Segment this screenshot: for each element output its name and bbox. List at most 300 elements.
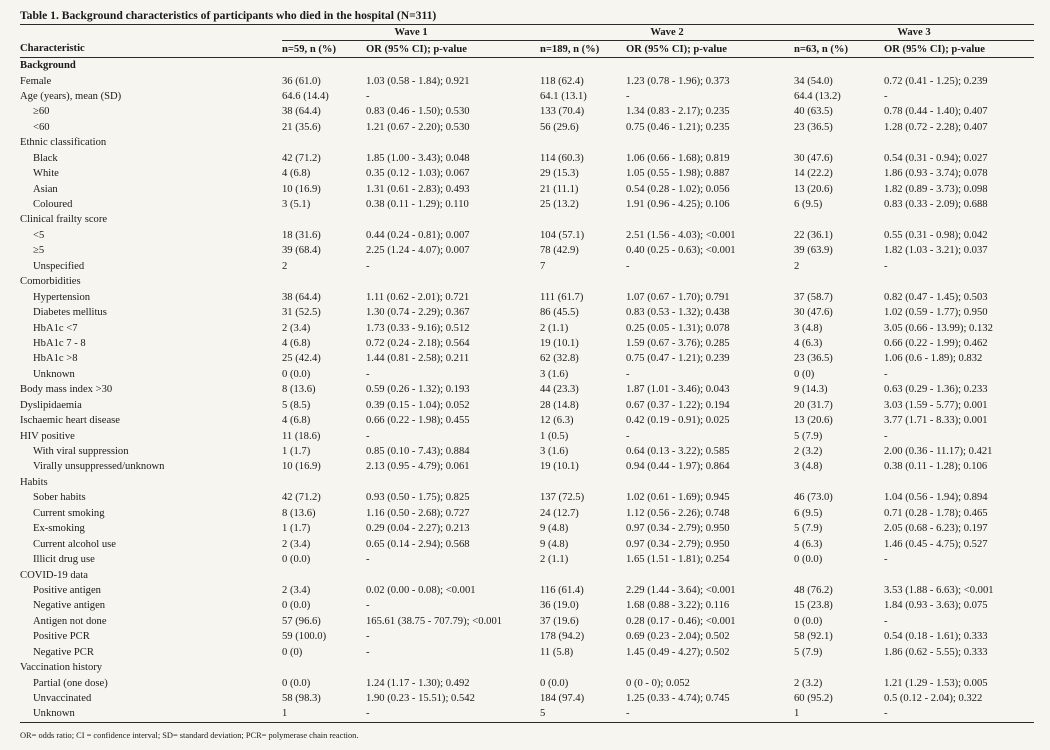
- wave-1-or-cell: -: [366, 646, 370, 658]
- wave-1-n-cell: 8 (13.6): [282, 384, 316, 396]
- wave-2-or-cell: 1.23 (0.78 - 1.96); 0.373: [626, 75, 730, 87]
- wave-1-n-cell: 2 (3.4): [282, 584, 311, 596]
- table-row: [20, 583, 1034, 598]
- wave-1-n-cell: 0 (0): [282, 646, 303, 658]
- group-header-row: [20, 135, 1034, 150]
- wave-1-or-cell: 1.21 (0.67 - 2.20); 0.530: [366, 121, 470, 133]
- wave-3-or-cell: -: [884, 368, 888, 380]
- characteristic-cell: Hypertension: [33, 291, 91, 303]
- wave-2-n-cell: [540, 567, 626, 582]
- wave-3-or-cell: 0.38 (0.11 - 1.28); 0.106: [884, 461, 988, 473]
- characteristic-cell: Comorbidities: [20, 276, 81, 288]
- wave-2-n-cell: 24 (12.7): [540, 507, 579, 519]
- wave-2-n-cell: 104 (57.1): [540, 229, 585, 241]
- table-row: [20, 428, 1034, 443]
- wave-3-n-cell: 58 (92.1): [794, 631, 833, 643]
- characteristic-cell: Body mass index >30: [20, 384, 113, 396]
- characteristic-cell: Black: [33, 152, 58, 164]
- wave-2-or-cell: 0.67 (0.37 - 1.22); 0.194: [626, 399, 730, 411]
- wave-2-or-cell: [626, 475, 794, 490]
- wave-1-n-header: n=59, n (%): [282, 41, 366, 57]
- wave-1-or-cell: 1.24 (1.17 - 1.30); 0.492: [366, 677, 470, 689]
- wave-1-or-cell: 0.93 (0.50 - 1.75); 0.825: [366, 492, 470, 504]
- wave-2-n-cell: 3 (1.6): [540, 368, 569, 380]
- characteristic-cell: Diabetes mellitus: [33, 307, 107, 319]
- characteristic-cell: Current alcohol use: [33, 538, 116, 550]
- wave-3-or-cell: -: [884, 90, 888, 102]
- wave-2-n-cell: 133 (70.4): [540, 106, 585, 118]
- wave-1-n-cell: 2 (3.4): [282, 322, 311, 334]
- wave-1-or-cell: 1.11 (0.62 - 2.01); 0.721: [366, 291, 470, 303]
- characteristic-cell: White: [33, 168, 59, 180]
- wave-3-n-cell: 13 (20.6): [794, 415, 833, 427]
- wave-3-n-cell: [794, 475, 884, 490]
- wave-1-n-cell: [282, 475, 366, 490]
- wave-1-or-cell: 0.44 (0.24 - 0.81); 0.007: [366, 229, 470, 241]
- wave-3-n-cell: 23 (36.5): [794, 353, 833, 365]
- characteristic-cell: Ethnic classification: [20, 137, 107, 149]
- table-row: [20, 320, 1034, 335]
- wave-3-or-cell: 3.03 (1.59 - 5.77); 0.001: [884, 399, 988, 411]
- wave-2-or-cell: 0.75 (0.46 - 1.21); 0.235: [626, 121, 730, 133]
- wave-2-n-cell: 21 (11.1): [540, 183, 579, 195]
- wave-2-or-cell: 0.69 (0.23 - 2.04); 0.502: [626, 631, 730, 643]
- wave-3-n-cell: 2 (3.2): [794, 446, 823, 458]
- wave-1-or-cell: -: [366, 90, 370, 102]
- characteristic-cell: ≥5: [33, 245, 45, 257]
- wave-1-n-cell: 2: [282, 260, 288, 272]
- table-row: [20, 552, 1034, 567]
- wave-3-n-cell: 39 (63.9): [794, 245, 833, 257]
- wave-1-or-cell: -: [366, 600, 370, 612]
- wave-1-or-cell: 1.16 (0.50 - 2.68); 0.727: [366, 507, 470, 519]
- wave-3-n-cell: 30 (47.6): [794, 152, 833, 164]
- wave-3-n-cell: 60 (95.2): [794, 693, 833, 705]
- wave-3-or-cell: 1.86 (0.62 - 5.55); 0.333: [884, 646, 988, 658]
- wave-1-n-cell: [282, 274, 366, 289]
- wave-3-n-cell: [794, 212, 884, 227]
- characteristic-cell: HbA1c 7 - 8: [33, 337, 86, 349]
- table-row: [20, 367, 1034, 382]
- wave-2-n-cell: 37 (19.6): [540, 615, 579, 627]
- wave-2-or-cell: 1.87 (1.01 - 3.46); 0.043: [626, 384, 730, 396]
- wave-1-or-cell: -: [366, 260, 370, 272]
- wave-1-or-cell: 1.73 (0.33 - 9.16); 0.512: [366, 322, 470, 334]
- wave-2-n-header: n=189, n (%): [540, 41, 626, 57]
- table-row: [20, 490, 1034, 505]
- characteristic-cell: Negative PCR: [33, 646, 94, 658]
- characteristic-cell: Vaccination history: [20, 662, 103, 674]
- group-header-row: [20, 567, 1034, 582]
- wave-1-header: Wave 1: [282, 25, 540, 41]
- table-row: [20, 444, 1034, 459]
- wave-2-n-cell: 36 (19.0): [540, 600, 579, 612]
- wave-3-n-cell: 5 (7.9): [794, 430, 823, 442]
- table-row: [20, 305, 1034, 320]
- wave-1-n-cell: 4 (6.8): [282, 337, 311, 349]
- column-header-row: [20, 41, 1034, 57]
- table-row: [20, 336, 1034, 351]
- group-header-row: [20, 274, 1034, 289]
- characteristic-cell: <60: [33, 121, 50, 133]
- wave-1-or-cell: 0.85 (0.10 - 7.43); 0.884: [366, 446, 470, 458]
- wave-2-n-cell: [540, 212, 626, 227]
- wave-1-or-cell: -: [366, 430, 370, 442]
- wave-1-or-cell: 0.29 (0.04 - 2.27); 0.213: [366, 523, 470, 535]
- wave-3-n-cell: 20 (31.7): [794, 399, 833, 411]
- wave-1-or-cell: -: [366, 368, 370, 380]
- wave-2-or-cell: [626, 212, 794, 227]
- wave-1-or-cell: 0.02 (0.00 - 0.08); <0.001: [366, 584, 476, 596]
- wave-2-n-cell: 11 (5.8): [540, 646, 574, 658]
- wave-2-n-cell: 111 (61.7): [540, 291, 584, 303]
- wave-3-n-cell: 4 (6.3): [794, 538, 823, 550]
- wave-1-or-cell: 0.83 (0.46 - 1.50); 0.530: [366, 106, 470, 118]
- wave-1-or-cell: 0.65 (0.14 - 2.94); 0.568: [366, 538, 470, 550]
- wave-2-n-cell: 9 (4.8): [540, 523, 569, 535]
- characteristic-cell: Current smoking: [33, 507, 105, 519]
- wave-2-or-cell: 0.97 (0.34 - 2.79); 0.950: [626, 523, 730, 535]
- wave-3-n-cell: 4 (6.3): [794, 337, 823, 349]
- wave-2-n-cell: [540, 274, 626, 289]
- wave-1-or-cell: 0.66 (0.22 - 1.98); 0.455: [366, 415, 470, 427]
- wave-2-or-cell: 1.59 (0.67 - 3.76); 0.285: [626, 337, 730, 349]
- characteristic-cell: Ex-smoking: [33, 523, 85, 535]
- table-row: [20, 598, 1034, 613]
- wave-3-or-cell: [884, 212, 1034, 227]
- wave-3-or-cell: 0.72 (0.41 - 1.25); 0.239: [884, 75, 988, 87]
- wave-2-or-cell: 0.64 (0.13 - 3.22); 0.585: [626, 446, 730, 458]
- wave-1-or-cell: 1.44 (0.81 - 2.58); 0.211: [366, 353, 470, 365]
- wave-1-or-cell: [366, 57, 540, 73]
- wave-2-n-cell: 114 (60.3): [540, 152, 584, 164]
- wave-2-n-cell: 56 (29.6): [540, 121, 579, 133]
- wave-1-n-cell: 10 (16.9): [282, 461, 321, 473]
- wave-3-or-header: OR (95% CI); p-value: [884, 41, 1034, 57]
- wave-3-n-cell: 2: [794, 260, 800, 272]
- wave-1-or-header: OR (95% CI); p-value: [366, 41, 540, 57]
- wave-2-or-cell: [626, 135, 794, 150]
- wave-3-n-cell: 5 (7.9): [794, 523, 823, 535]
- wave-1-or-cell: 1.90 (0.23 - 15.51); 0.542: [366, 693, 475, 705]
- wave-1-or-cell: 0.35 (0.12 - 1.03); 0.067: [366, 168, 470, 180]
- table-row: [20, 413, 1034, 428]
- wave-2-n-cell: 64.1 (13.1): [540, 90, 587, 102]
- table-row: [20, 459, 1034, 474]
- table-row: [20, 104, 1034, 119]
- wave-3-or-cell: 3.53 (1.88 - 6.63); <0.001: [884, 584, 994, 596]
- wave-2-or-cell: 0.97 (0.34 - 2.79); 0.950: [626, 538, 730, 550]
- wave-3-or-cell: 1.02 (0.59 - 1.77); 0.950: [884, 307, 988, 319]
- wave-3-or-cell: [884, 475, 1034, 490]
- characteristic-cell: Clinical frailty score: [20, 214, 108, 226]
- wave-1-or-cell: 0.72 (0.24 - 2.18); 0.564: [366, 337, 470, 349]
- wave-header-row: [20, 25, 1034, 41]
- wave-3-or-cell: 3.05 (0.66 - 13.99); 0.132: [884, 322, 993, 334]
- wave-2-n-cell: 118 (62.4): [540, 75, 584, 87]
- wave-3-n-cell: 40 (63.5): [794, 106, 833, 118]
- wave-3-or-cell: 0.83 (0.33 - 2.09); 0.688: [884, 199, 988, 211]
- wave-3-n-cell: 48 (76.2): [794, 584, 833, 596]
- wave-2-or-cell: 1.68 (0.88 - 3.22); 0.116: [626, 600, 730, 612]
- table-row: [20, 629, 1034, 644]
- characteristic-cell: Positive PCR: [33, 631, 90, 643]
- characteristic-cell: Partial (one dose): [33, 677, 108, 689]
- wave-2-n-cell: 3 (1.6): [540, 446, 569, 458]
- wave-3-or-cell: 1.28 (0.72 - 2.28); 0.407: [884, 121, 988, 133]
- wave-3-n-cell: [794, 57, 884, 73]
- wave-2-or-cell: 0.94 (0.44 - 1.97); 0.864: [626, 461, 730, 473]
- wave-1-n-cell: 21 (35.6): [282, 121, 321, 133]
- characteristic-cell: Background: [20, 60, 76, 72]
- wave-3-n-cell: 30 (47.6): [794, 307, 833, 319]
- wave-3-or-cell: 1.46 (0.45 - 4.75); 0.527: [884, 538, 988, 550]
- table-row: [20, 645, 1034, 660]
- wave-3-n-cell: 23 (36.5): [794, 121, 833, 133]
- wave-2-or-cell: 1.34 (0.83 - 2.17); 0.235: [626, 106, 730, 118]
- wave-1-n-cell: 31 (52.5): [282, 307, 321, 319]
- wave-2-n-cell: 116 (61.4): [540, 584, 584, 596]
- wave-2-n-cell: [540, 660, 626, 675]
- group-header-row: [20, 660, 1034, 675]
- wave-1-or-cell: -: [366, 706, 540, 722]
- wave-2-n-cell: [540, 135, 626, 150]
- wave-1-or-cell: 2.25 (1.24 - 4.07); 0.007: [366, 245, 470, 257]
- wave-2-or-cell: -: [626, 260, 630, 272]
- characteristic-cell: Virally unsuppressed/unknown: [33, 461, 165, 473]
- wave-1-n-cell: 42 (71.2): [282, 492, 321, 504]
- wave-2-n-cell: 25 (13.2): [540, 199, 579, 211]
- wave-2-or-cell: 1.45 (0.49 - 4.27); 0.502: [626, 646, 730, 658]
- wave-3-n-cell: 15 (23.8): [794, 600, 833, 612]
- wave-1-n-cell: [282, 660, 366, 675]
- wave-1-n-cell: 8 (13.6): [282, 507, 316, 519]
- wave-1-or-cell: 1.85 (1.00 - 3.43); 0.048: [366, 152, 470, 164]
- characteristic-cell: Female: [20, 75, 52, 87]
- table-caption: Table 1. Background characteristics of participants who died in the hospital (N=311): [20, 8, 1034, 25]
- wave-1-or-cell: [366, 475, 540, 490]
- wave-2-n-cell: [540, 57, 626, 73]
- characteristic-cell: Age (years), mean (SD): [20, 90, 122, 102]
- wave-3-n-cell: 13 (20.6): [794, 183, 833, 195]
- wave-2-or-cell: 1.05 (0.55 - 1.98); 0.887: [626, 168, 730, 180]
- wave-1-n-cell: 42 (71.2): [282, 152, 321, 164]
- wave-1-n-cell: [282, 567, 366, 582]
- wave-3-or-cell: 1.06 (0.6 - 1.89); 0.832: [884, 353, 983, 365]
- table-body: [20, 57, 1034, 722]
- wave-3-or-cell: 0.5 (0.12 - 2.04); 0.322: [884, 693, 983, 705]
- wave-2-or-cell: 0.40 (0.25 - 0.63); <0.001: [626, 245, 736, 257]
- wave-2-or-cell: 0.75 (0.47 - 1.21); 0.239: [626, 353, 730, 365]
- wave-3-or-cell: 1.82 (1.03 - 3.21); 0.037: [884, 245, 988, 257]
- wave-3-n-cell: 6 (9.5): [794, 507, 823, 519]
- wave-3-n-cell: [794, 567, 884, 582]
- wave-3-or-cell: 1.21 (1.29 - 1.53); 0.005: [884, 677, 988, 689]
- table-row: [20, 691, 1034, 706]
- wave-1-or-cell: -: [366, 631, 370, 643]
- wave-3-or-cell: [884, 660, 1034, 675]
- wave-2-or-cell: [626, 274, 794, 289]
- table-row: [20, 166, 1034, 181]
- characteristic-cell: <5: [33, 229, 45, 241]
- table-row: [20, 521, 1034, 536]
- wave-1-or-cell: [366, 567, 540, 582]
- wave-1-n-cell: 0 (0.0): [282, 600, 311, 612]
- wave-2-or-cell: [626, 660, 794, 675]
- wave-1-or-cell: [366, 135, 540, 150]
- wave-2-n-cell: 28 (14.8): [540, 399, 579, 411]
- wave-3-or-cell: 3.77 (1.71 - 8.33); 0.001: [884, 415, 988, 427]
- wave-3-or-cell: [884, 274, 1034, 289]
- wave-3-n-cell: 0 (0.0): [794, 615, 823, 627]
- wave-2-n-cell: 184 (97.4): [540, 693, 585, 705]
- wave-3-n-cell: 34 (54.0): [794, 75, 833, 87]
- wave-1-or-cell: -: [366, 554, 370, 566]
- characteristic-cell: Ischaemic heart disease: [20, 415, 120, 427]
- table-row: [20, 675, 1034, 690]
- characteristic-cell: ≥60: [33, 106, 50, 118]
- wave-3-or-cell: 0.55 (0.31 - 0.98); 0.042: [884, 229, 988, 241]
- wave-3-n-cell: 3 (4.8): [794, 322, 823, 334]
- wave-2-or-cell: -: [626, 368, 630, 380]
- wave-3-or-cell: 0.82 (0.47 - 1.45); 0.503: [884, 291, 988, 303]
- wave-3-or-cell: 0.63 (0.29 - 1.36); 0.233: [884, 384, 988, 396]
- wave-3-or-cell: -: [884, 554, 888, 566]
- wave-2-n-cell: 7: [540, 260, 546, 272]
- wave-2-n-cell: 2 (1.1): [540, 322, 569, 334]
- wave-1-n-cell: 38 (64.4): [282, 291, 321, 303]
- wave-1-n-cell: 0 (0.0): [282, 368, 311, 380]
- wave-2-or-cell: 1.02 (0.61 - 1.69); 0.945: [626, 492, 730, 504]
- wave-1-n-cell: 5 (8.5): [282, 399, 311, 411]
- wave-2-or-cell: 0.83 (0.53 - 1.32); 0.438: [626, 307, 730, 319]
- table-row: [20, 614, 1034, 629]
- wave-2-n-cell: 137 (72.5): [540, 492, 585, 504]
- wave-1-n-cell: 36 (61.0): [282, 75, 321, 87]
- characteristic-cell: Unknown: [20, 706, 282, 722]
- wave-1-n-cell: 10 (16.9): [282, 183, 321, 195]
- table-row: [20, 181, 1034, 196]
- wave-2-or-cell: 0.28 (0.17 - 0.46); <0.001: [626, 615, 736, 627]
- wave-1-n-cell: 1: [282, 706, 366, 722]
- wave-3-or-cell: 2.00 (0.36 - 11.17); 0.421: [884, 446, 993, 458]
- wave-3-header: Wave 3: [794, 25, 1034, 41]
- wave-2-or-cell: -: [626, 90, 630, 102]
- wave-1-n-cell: 4 (6.8): [282, 168, 311, 180]
- wave-3-or-cell: 0.71 (0.28 - 1.78); 0.465: [884, 507, 988, 519]
- wave-1-n-cell: 59 (100.0): [282, 631, 327, 643]
- wave-1-or-cell: [366, 660, 540, 675]
- section-header-row: [20, 57, 1034, 73]
- wave-3-or-cell: 2.05 (0.68 - 6.23); 0.197: [884, 523, 988, 535]
- wave-3-or-cell: -: [884, 260, 888, 272]
- wave-1-n-cell: 57 (96.6): [282, 615, 321, 627]
- wave-3-n-cell: 2 (3.2): [794, 677, 823, 689]
- characteristic-cell: Positive antigen: [33, 584, 101, 596]
- wave-3-or-cell: 1.86 (0.93 - 3.74); 0.078: [884, 168, 988, 180]
- characteristic-cell: Habits: [20, 476, 48, 488]
- wave-2-n-cell: 0 (0.0): [540, 677, 569, 689]
- wave-2-or-cell: 0.54 (0.28 - 1.02); 0.056: [626, 183, 730, 195]
- table-row: [20, 151, 1034, 166]
- table-row: [20, 120, 1034, 135]
- wave-2-or-cell: 1.91 (0.96 - 4.25); 0.106: [626, 199, 730, 211]
- characteristic-cell: Unspecified: [33, 260, 85, 272]
- wave-1-n-cell: 58 (98.3): [282, 693, 321, 705]
- wave-3-n-cell: 37 (58.7): [794, 291, 833, 303]
- wave-3-n-cell: 64.4 (13.2): [794, 90, 841, 102]
- wave-1-n-cell: 0 (0.0): [282, 554, 311, 566]
- wave-3-or-cell: [884, 57, 1034, 73]
- wave-3-or-cell: 0.66 (0.22 - 1.99); 0.462: [884, 337, 988, 349]
- table-row: [20, 706, 1034, 722]
- characteristic-cell: Unvaccinated: [33, 693, 92, 705]
- wave-2-or-cell: 2.29 (1.44 - 3.64); <0.001: [626, 584, 736, 596]
- characteristic-cell: HbA1c >8: [33, 353, 78, 365]
- wave-1-or-cell: 0.39 (0.15 - 1.04); 0.052: [366, 399, 470, 411]
- wave-3-n-header: n=63, n (%): [794, 41, 884, 57]
- wave-2-n-cell: 78 (42.9): [540, 245, 579, 257]
- wave-1-n-cell: 2 (3.4): [282, 538, 311, 550]
- wave-2-n-cell: 9 (4.8): [540, 538, 569, 550]
- wave-1-n-cell: 38 (64.4): [282, 106, 321, 118]
- characteristic-cell: Dyslipidaemia: [20, 399, 82, 411]
- blank-header-cell: [20, 25, 282, 41]
- wave-2-or-cell: 1.06 (0.66 - 1.68); 0.819: [626, 152, 730, 164]
- wave-2-or-cell: -: [626, 430, 630, 442]
- wave-2-n-cell: 178 (94.2): [540, 631, 585, 643]
- wave-2-n-cell: 29 (15.3): [540, 168, 579, 180]
- wave-3-n-cell: [794, 135, 884, 150]
- characteristic-cell: Sober habits: [33, 492, 86, 504]
- table-row: [20, 382, 1034, 397]
- characteristic-cell: Antigen not done: [33, 615, 107, 627]
- wave-2-or-cell: 1.12 (0.56 - 2.26); 0.748: [626, 507, 730, 519]
- wave-2-n-cell: 86 (45.5): [540, 307, 579, 319]
- wave-3-or-cell: 0.54 (0.31 - 0.94); 0.027: [884, 152, 988, 164]
- wave-3-n-cell: 1: [794, 706, 884, 722]
- wave-2-or-cell: 1.07 (0.67 - 1.70); 0.791: [626, 291, 730, 303]
- wave-1-or-cell: 1.30 (0.74 - 2.29); 0.367: [366, 307, 470, 319]
- wave-3-n-cell: 0 (0.0): [794, 554, 823, 566]
- characteristic-header: Characteristic: [20, 41, 282, 57]
- wave-2-n-cell: 62 (32.8): [540, 353, 579, 365]
- characteristic-cell: HIV positive: [20, 430, 75, 442]
- wave-1-n-cell: [282, 212, 366, 227]
- wave-1-n-cell: 39 (68.4): [282, 245, 321, 257]
- wave-3-n-cell: 5 (7.9): [794, 646, 823, 658]
- wave-2-n-cell: 44 (23.3): [540, 384, 579, 396]
- wave-3-or-cell: -: [884, 615, 888, 627]
- wave-1-n-cell: 64.6 (14.4): [282, 90, 329, 102]
- wave-2-or-cell: 1.65 (1.51 - 1.81); 0.254: [626, 554, 730, 566]
- table-row: [20, 536, 1034, 551]
- characteristic-cell: COVID-19 data: [20, 569, 88, 581]
- wave-3-or-cell: 0.78 (0.44 - 1.40); 0.407: [884, 106, 988, 118]
- wave-3-or-cell: -: [884, 430, 888, 442]
- characteristic-cell: Negative antigen: [33, 600, 106, 612]
- wave-3-n-cell: 3 (4.8): [794, 461, 823, 473]
- wave-3-n-cell: [794, 274, 884, 289]
- wave-3-or-cell: [884, 567, 1034, 582]
- wave-2-n-cell: 19 (10.1): [540, 337, 579, 349]
- wave-2-or-header: OR (95% CI); p-value: [626, 41, 794, 57]
- wave-1-n-cell: [282, 57, 366, 73]
- table-row: [20, 351, 1034, 366]
- wave-1-n-cell: 3 (5.1): [282, 199, 311, 211]
- wave-2-or-cell: 0 (0 - 0); 0.052: [626, 677, 690, 689]
- group-header-row: [20, 212, 1034, 227]
